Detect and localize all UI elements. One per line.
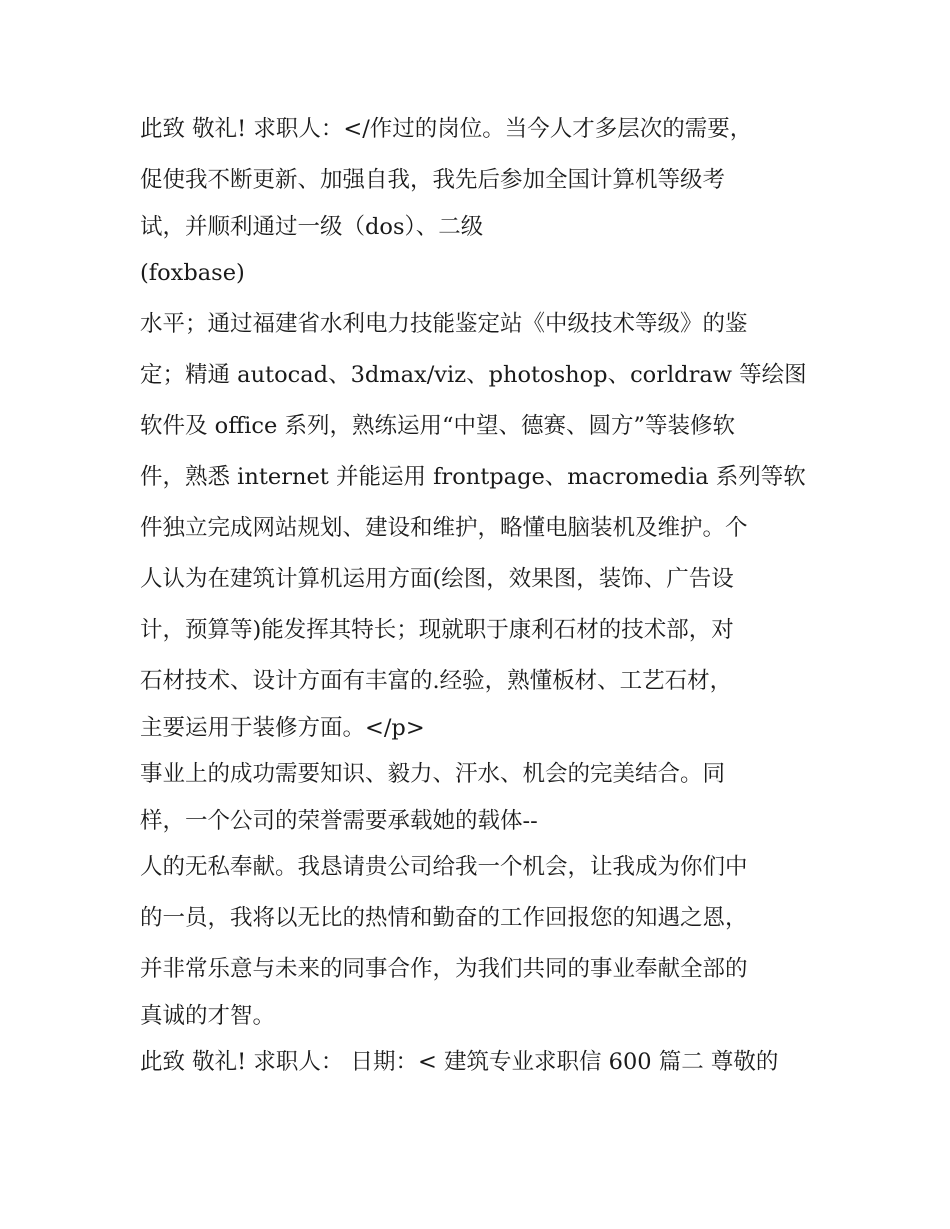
text-line: 人认为在建筑计算机运用方面(绘图，效果图，装饰、广告设 (140, 566, 734, 592)
text-line: 石材技术、设计方面有丰富的.经验，熟懂板材、工艺石材， (140, 668, 733, 694)
text-line: 水平；通过福建省水利电力技能鉴定站《中级技术等级》的鉴 (140, 311, 748, 337)
text-line: 件，熟悉 internet 并能运用 frontpage、macromedia 系列等软 (140, 464, 806, 490)
text-line: 试，并顺利通过一级（dos）、二级 (140, 214, 484, 240)
text-line: 事业上的成功需要知识、毅力、汗水、机会的完美结合。同 (140, 761, 726, 787)
text-line: 此致 敬礼! 求职人：</作过的岗位。当今人才多层次的需要， (140, 116, 753, 142)
text-line: 促使我不断更新、加强自我，我先后参加全国计算机等级考 (140, 167, 726, 193)
text-line: (foxbase) (140, 260, 245, 286)
text-line: 主要运用于装修方面。</p> (140, 715, 425, 741)
text-line: 真诚的才智。 (140, 1003, 276, 1029)
document-body (140, 104, 820, 1088)
text-line: 计，预算等)能发挥其特长；现就职于康利石材的技术部，对 (140, 617, 734, 643)
text-line: 件独立完成网站规划、建设和维护，略懂电脑装机及维护。个 (140, 515, 748, 541)
text-line: 定；精通 autocad、3dmax/viz、photoshop、corldraw 等绘图 (140, 362, 807, 388)
text-line: 并非常乐意与未来的同事合作，为我们共同的事业奉献全部的 (140, 956, 748, 982)
text-line: 人的无私奉献。我恳请贵公司给我一个机会，让我成为你们中 (140, 854, 748, 880)
text-line: 此致 敬礼! 求职人： 日期：< 建筑专业求职信 600 篇二 尊敬的 (140, 1049, 779, 1075)
text-line: 样，一个公司的荣誉需要承载她的载体-- (140, 808, 538, 834)
text-line: 软件及 office 系列，熟练运用“中望、德赛、圆方”等装修软 (140, 413, 735, 439)
text-line: 的一员，我将以无比的热情和勤奋的工作回报您的知遇之恩， (140, 905, 748, 931)
